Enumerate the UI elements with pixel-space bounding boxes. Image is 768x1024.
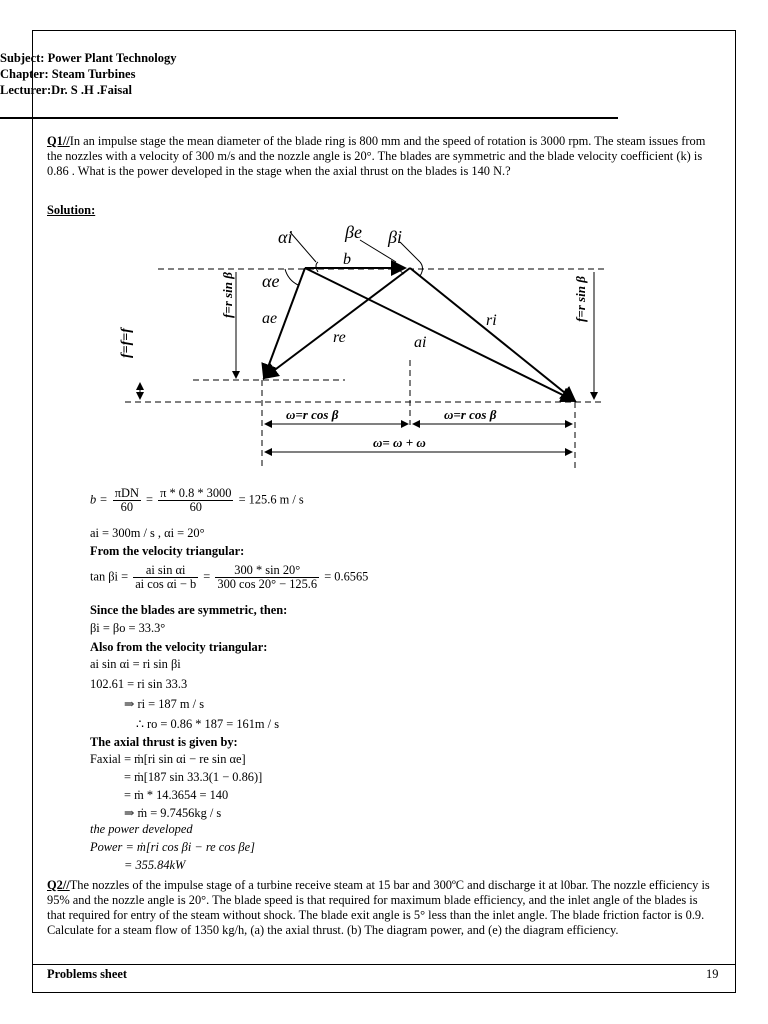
question-2 [47, 878, 719, 938]
label-alpha-i: αi [278, 227, 293, 247]
eq-f4: ⇒ ṁ = 9.7456kg / s [124, 806, 222, 820]
footer-rule [32, 964, 736, 965]
label-omega-total: ω= ω + ω [373, 435, 426, 450]
label-alpha-e: αe [262, 271, 280, 291]
eq-r1: ai sin αi = ri sin βi [90, 657, 181, 671]
label-f-i: f=r sin β [573, 276, 588, 322]
page-number: 19 [706, 967, 719, 981]
q1-text: In an impulse stage the mean diameter of the blade ring is 800 mm and the speed of rotation is 3000 rpm. The steam issues from the nozzles with a velocity of 300 m/s and the nozzle angle is 20°. The blades are symmetric and the blade velocity coefficient (k) is 0.86 . What is the power developed in the stage when the axial thrust on the blades is 140 N.? [47, 134, 706, 178]
label-a-i: ai [414, 334, 427, 351]
lecturer-line: Lecturer:Dr. S .H .Faisal [0, 83, 132, 97]
dimension-labels [119, 272, 588, 450]
subject-line: Subject: Power Plant Technology [0, 51, 177, 65]
heading-axial-thrust: The axial thrust is given by: [90, 735, 238, 749]
label-f-equal: f=f=f [119, 328, 134, 358]
eq-tan-beta: tan βi = $\frac{\text{ai sin αi}}{\text{ai cos αi − b}}$ = $\frac{300 * \sin 20^\circ}{300 \cos 20^\circ - 125.6}$ = 0.6565 [90, 563, 369, 591]
label-beta-i: βi [388, 227, 402, 247]
heading-power: the power developed [90, 822, 193, 836]
velocity-triangle-diagram [0, 220, 768, 470]
heading-symmetric: Since the blades are symmetric, then: [90, 603, 288, 617]
label-f-e: f=r sin β [220, 272, 235, 318]
eq-blade-speed: b = $\frac{\text{πDN}}{60}$ = $\frac{\pi * 0.8 * 3000}{60}$ = 125.6 m / s [90, 486, 304, 514]
footer-title: Problems sheet [47, 967, 127, 981]
eq-r3: ⇒ ri = 187 m / s [124, 697, 205, 711]
eq-f3: = ṁ * 14.3654 = 140 [124, 788, 229, 802]
label-r-i: ri [486, 312, 497, 329]
heading-velocity-triangle: From the velocity triangular: [90, 544, 245, 558]
label-beta-e: βe [345, 222, 362, 242]
heading-also: Also from the velocity triangular: [90, 640, 268, 654]
label-b: b [343, 251, 351, 268]
dashed-guides [125, 269, 605, 470]
eq-r4: ∴ ro = 0.86 * 187 = 161m / s [136, 717, 280, 731]
solution-label: Solution: [47, 203, 96, 217]
header-rule [0, 117, 618, 119]
label-omega-i: ω=r cos β [444, 407, 497, 422]
q1-label: Q1// [47, 134, 70, 148]
q2-label: Q2// [47, 878, 70, 892]
label-omega-e: ω=r cos β [286, 407, 339, 422]
document-header [0, 50, 177, 98]
eq-beta: βi = βo = 33.3° [90, 621, 166, 635]
eq-p1: Power = ṁ[ri cos βi − re cos βe] [90, 840, 255, 854]
eq-p2: = 355.84kW [124, 858, 186, 872]
chapter-line: Chapter: Steam Turbines [0, 67, 136, 81]
eq-f1: Faxial = ṁ[ri sin αi − re sin αe] [90, 752, 246, 766]
label-a-e: ae [262, 310, 278, 327]
eq-f2: = ṁ[187 sin 33.3(1 − 0.86)] [124, 770, 263, 784]
q2-text: The nozzles of the impulse stage of a turbine receive steam at 15 bar and 300ºC and discharge it at l0bar. The nozzle efficiency is 95% and the nozzle angle is 20°. The blade speed is that required for maximum blade efficiency, and the inlet angle of the blades is that required for entry of the steam without shock. The blade exit angle is 5° less than the inlet angle. The blade friction factor is 0.9. Calculate for a steam flow of 1350 kg/h, (a) the axial thrust. (b) The diagram power, and (e) the diagram efficiency. [47, 878, 710, 937]
eq-inlet-values: ai = 300m / s , αi = 20° [90, 526, 205, 540]
question-1 [47, 134, 719, 179]
label-r-e: re [333, 329, 346, 346]
eq-r2: 102.61 = ri sin 33.3 [90, 677, 188, 691]
